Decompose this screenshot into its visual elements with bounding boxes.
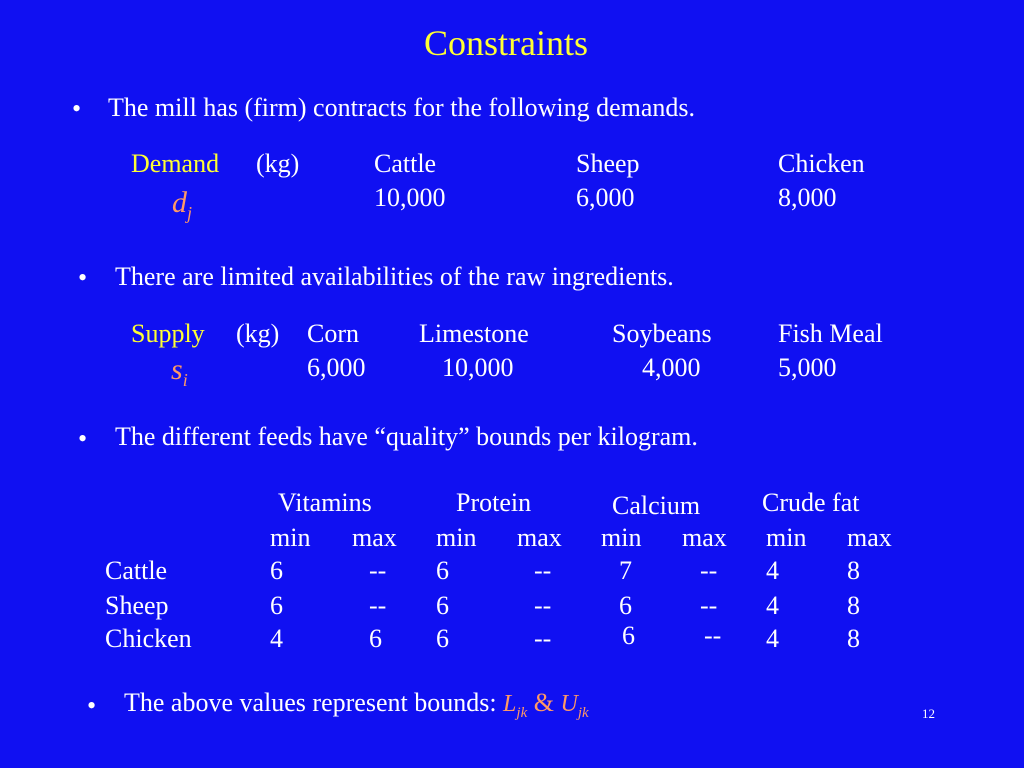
quality-cell: 6 — [436, 591, 449, 620]
quality-cell: 8 — [847, 556, 860, 585]
quality-cell: -- — [369, 556, 387, 585]
bullet-marker: • — [87, 691, 97, 720]
demand-value-sheep: 6,000 — [576, 183, 635, 212]
bullet-marker: • — [72, 94, 82, 123]
quality-subheader: max — [847, 523, 892, 552]
quality-cell: -- — [534, 591, 552, 620]
quality-cell: 4 — [766, 556, 779, 585]
demand-value-chicken: 8,000 — [778, 183, 837, 212]
quality-cell: 6 — [270, 556, 283, 585]
quality-subheader: min — [601, 523, 642, 552]
demand-unit: (kg) — [256, 149, 300, 178]
quality-header-crude-fat: Crude fat — [762, 488, 860, 517]
demand-name-sheep: Sheep — [576, 149, 640, 178]
page-number: 12 — [922, 706, 935, 721]
quality-row-label: Sheep — [105, 591, 169, 620]
demand-name-chicken: Chicken — [778, 149, 865, 178]
quality-subheader: max — [682, 523, 727, 552]
supply-value-limestone: 10,000 — [442, 353, 514, 382]
bullet-quality: The different feeds have “quality” bounds per kilogram. — [115, 422, 698, 451]
quality-row-label: Cattle — [105, 556, 168, 585]
bullet-availabilities: There are limited availabilities of the raw ingredients. — [115, 262, 674, 291]
quality-header-protein: Protein — [456, 488, 532, 517]
supply-value-soybeans: 4,000 — [642, 353, 701, 382]
quality-cell: -- — [704, 621, 722, 650]
quality-cell: 4 — [270, 624, 283, 653]
demand-name-cattle: Cattle — [374, 149, 437, 178]
quality-cell: -- — [700, 556, 718, 585]
quality-cell: 6 — [619, 591, 632, 620]
quality-cell: 8 — [847, 591, 860, 620]
supply-value-corn: 6,000 — [307, 353, 366, 382]
quality-cell: 6 — [436, 556, 449, 585]
demand-value-cattle: 10,000 — [374, 183, 446, 212]
demand-label: Demand — [131, 149, 220, 178]
quality-subheader: min — [766, 523, 807, 552]
supply-name-corn: Corn — [307, 319, 359, 348]
quality-cell: 4 — [766, 591, 779, 620]
bullet-bounds: The above values represent bounds: $L_{jk}$ & $U_{jk}$ — [124, 688, 589, 721]
quality-header-calcium: Calcium — [612, 491, 701, 520]
bound-lower-symbol: $L_{jk}$ — [503, 691, 528, 721]
bullet-marker: • — [78, 263, 88, 292]
quality-cell: 6 — [622, 621, 635, 650]
bullet-demands: The mill has (firm) contracts for the following demands. — [108, 93, 696, 122]
quality-cell: 6 — [369, 624, 382, 653]
supply-value-fish-meal: 5,000 — [778, 353, 837, 382]
quality-cell: 8 — [847, 624, 860, 653]
quality-subheader: min — [436, 523, 477, 552]
quality-cell: 6 — [436, 624, 449, 653]
quality-row-label: Chicken — [105, 624, 192, 653]
supply-name-soybeans: Soybeans — [612, 319, 712, 348]
quality-subheader: max — [517, 523, 562, 552]
quality-cell: 7 — [619, 556, 632, 585]
quality-header-vitamins: Vitamins — [278, 488, 372, 517]
supply-symbol: $s_i$ — [171, 353, 188, 390]
bound-upper-symbol: $U_{jk}$ — [560, 691, 589, 721]
bullet-marker: • — [78, 424, 88, 453]
quality-cell: -- — [534, 556, 552, 585]
quality-subheader: min — [270, 523, 311, 552]
quality-cell: -- — [534, 624, 552, 653]
quality-subheader: max — [352, 523, 397, 552]
quality-cell: -- — [700, 591, 718, 620]
supply-label: Supply — [131, 319, 205, 348]
supply-unit: (kg) — [236, 319, 280, 348]
quality-cell: 4 — [766, 624, 779, 653]
supply-name-fish-meal: Fish Meal — [778, 319, 883, 348]
slide-title: Constraints — [423, 23, 588, 63]
demand-symbol: $d_j$ — [172, 186, 193, 223]
supply-name-limestone: Limestone — [419, 319, 529, 348]
quality-cell: -- — [369, 591, 387, 620]
quality-cell: 6 — [270, 591, 283, 620]
